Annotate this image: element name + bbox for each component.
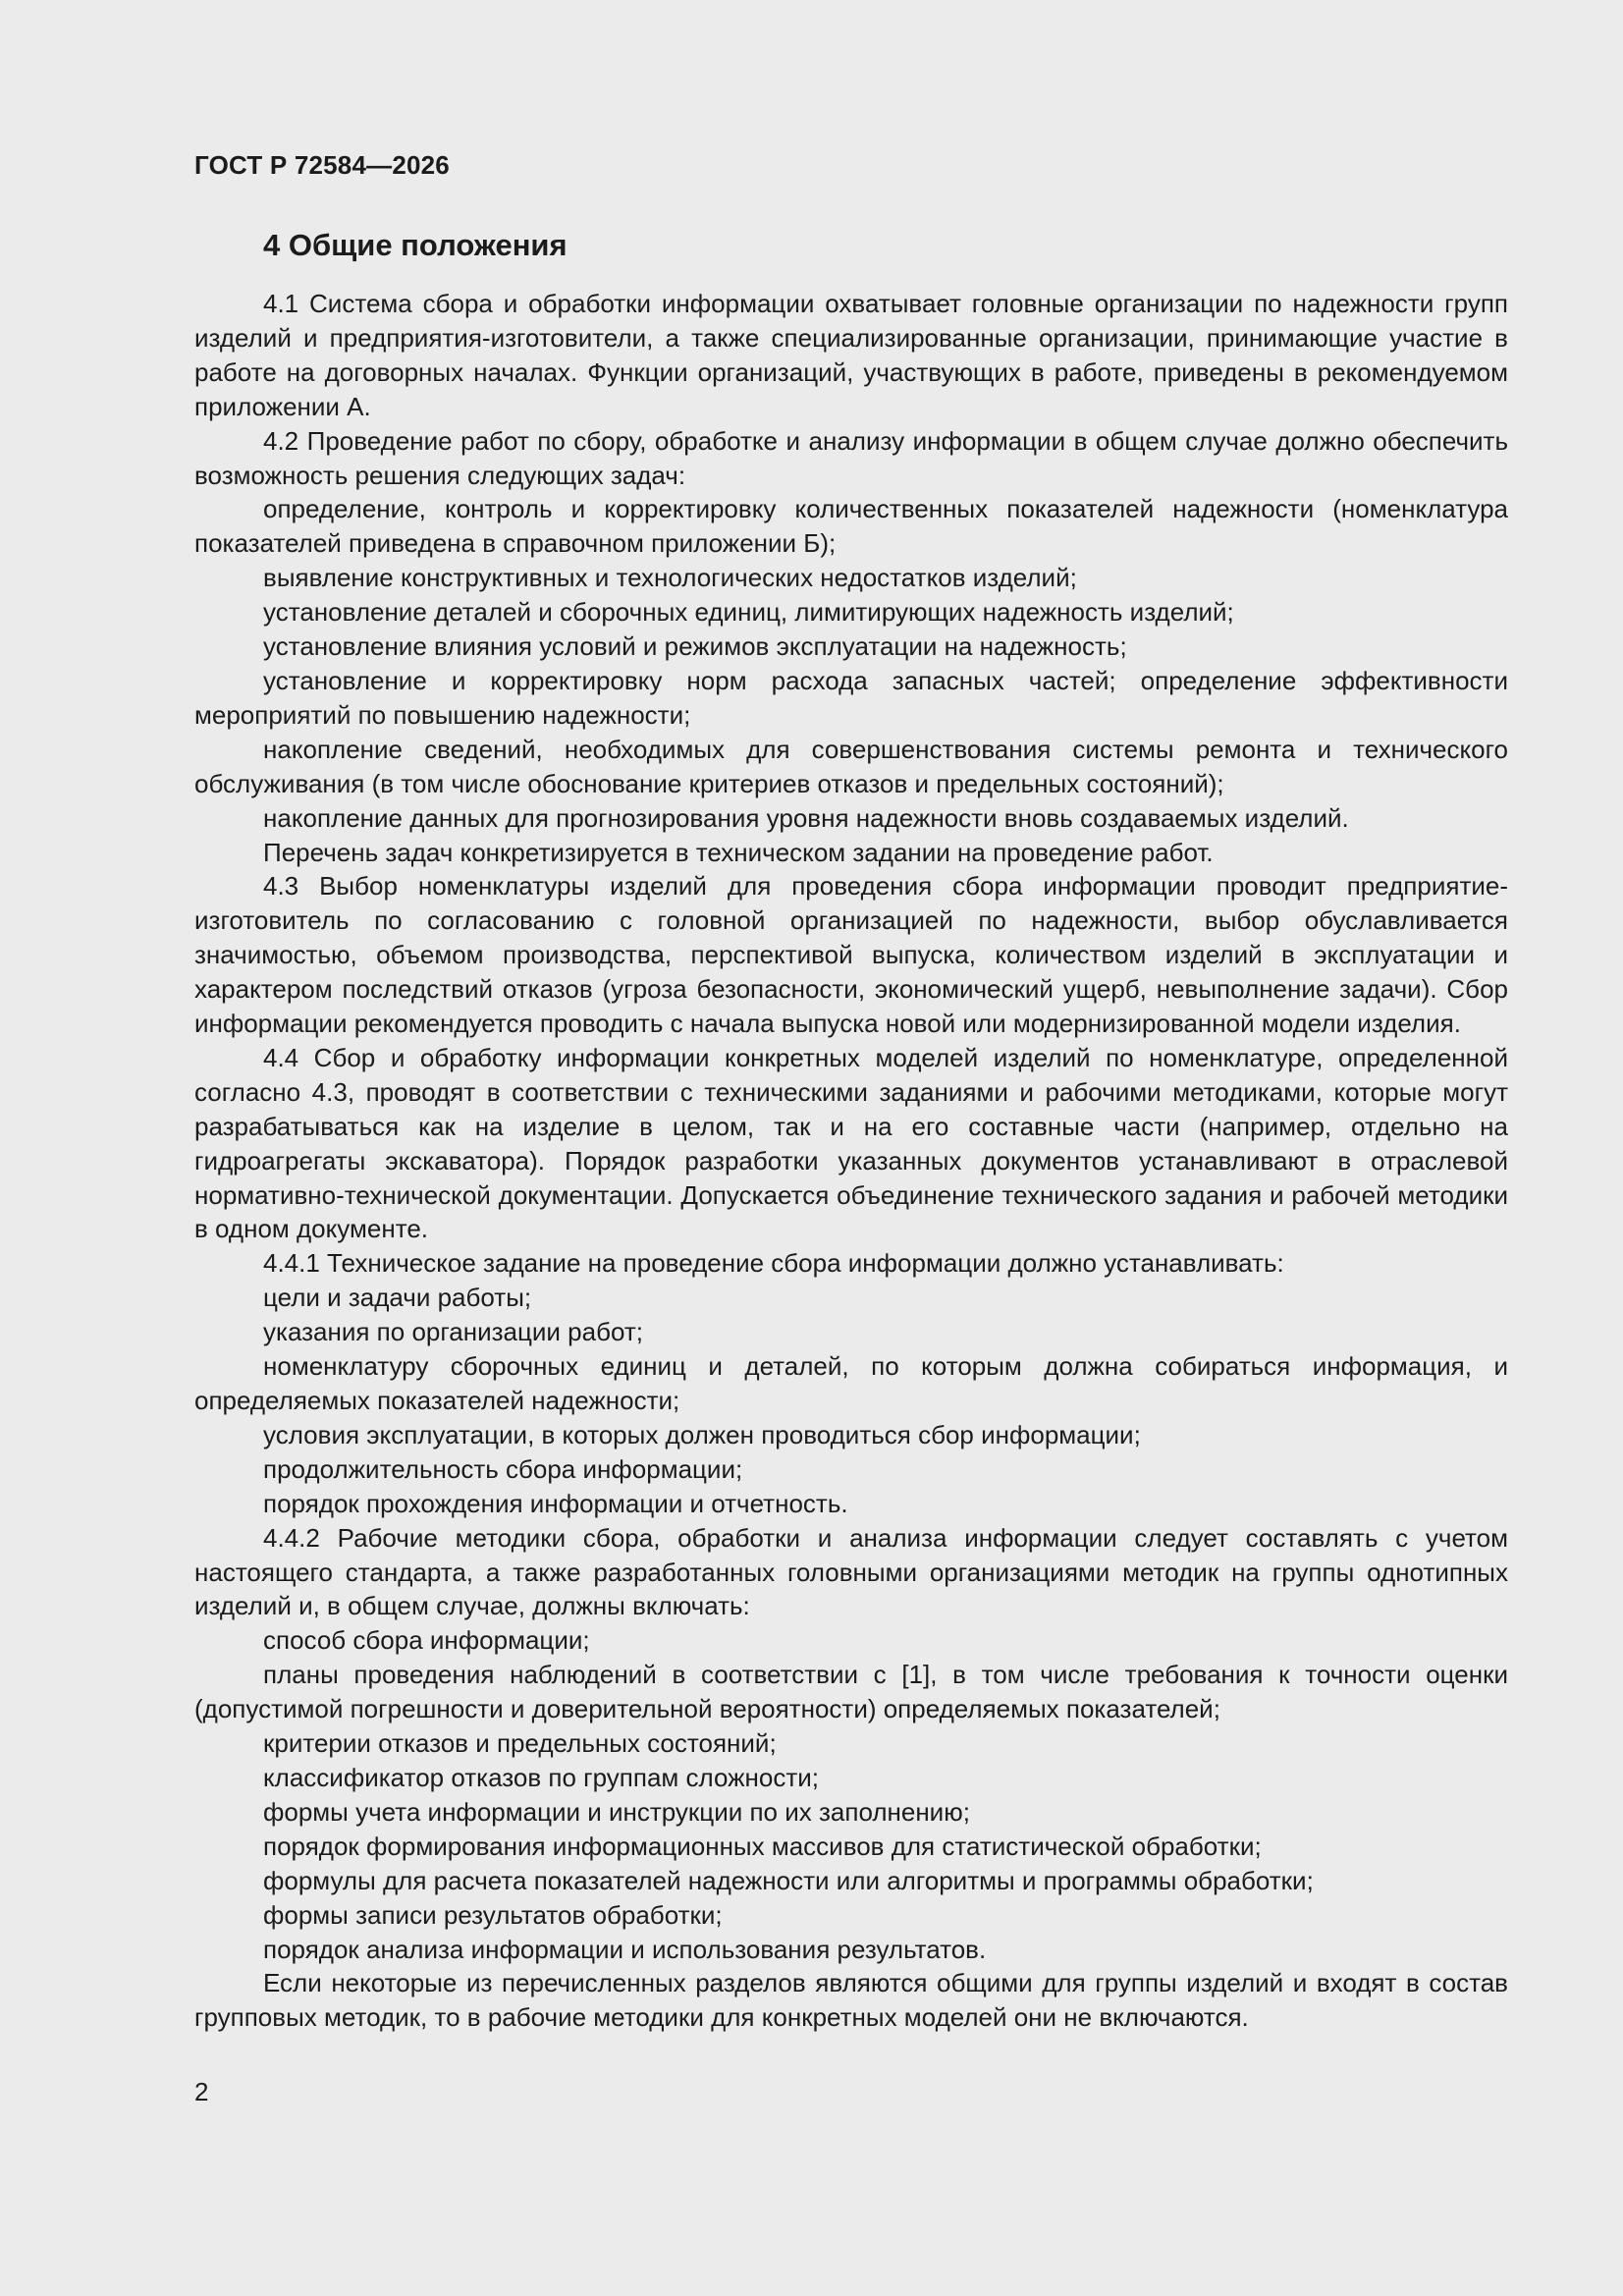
paragraph: 4.3 Выбор номенклатуры изделий для проведения сбора информации проводит предприятие-изготовитель по согласованию с головной организацией по надежности, выбор обуславливается значимостью, объемом производства, перспективой выпуска, количеством изделий в эксплуатации и характером последствий отказов (угроза безопасности, экономический ущерб, невыполнение задачи). Сбор информации рекомендуется проводить с начала выпуска новой или модернизированной модели изделия. <box>194 871 1508 1039</box>
paragraph: 4.4.2 Рабочие методики сбора, обработки и анализа информации следует составлять с учетом настоящего стандарта, а также разработанных головными организациями методик на группы однотипных изделий и, в общем случае, должны включать: <box>194 1522 1508 1621</box>
list-item: выявление конструктивных и технологических недостатков изделий; <box>263 563 1077 593</box>
paragraph: 4.2 Проведение работ по сбору, обработке и анализу информации в общем случае должно обеспечить возможность решения следующих задач: <box>194 425 1508 490</box>
paragraph: Перечень задач конкретизируется в техническом задании на проведение работ. <box>263 837 1214 867</box>
paragraph: Если некоторые из перечисленных разделов являются общими для группы изделий и входят в состав групповых методик, то в рабочие методики для конкретных моделей они не включаются. <box>194 1968 1508 2033</box>
page-number: 2 <box>194 2077 209 2106</box>
list-item: указания по организации работ; <box>263 1317 643 1347</box>
list-item: классификатор отказов по группам сложности; <box>263 1762 819 1792</box>
document-header: ГОСТ Р 72584—2026 <box>194 150 450 180</box>
list-item: способ сбора информации; <box>263 1625 590 1656</box>
paragraph: 4.4 Сбор и обработку информации конкретных моделей изделий по номенклатуре, определенной согласно 4.3, проводят в соответствии с техническими заданиями и рабочими методиками, которые могут разрабатываться как на изделие в целом, так и на его составные части (например, отдельно на гидроагрегаты экскаватора). Порядок разработки указанных документов устанавливают в отраслевой нормативно-технической документации. Допускается объединение технического задания и рабочей методики в одном документе. <box>194 1042 1508 1244</box>
paragraph: 4.4.1 Техническое задание на проведение сбора информации должно устанавливать: <box>263 1248 1284 1279</box>
list-item: условия эксплуатации, в которых должен проводиться сбор информации; <box>263 1419 1141 1449</box>
list-item: накопление сведений, необходимых для совершенствования системы ремонта и технического обслуживания (в том числе обоснование критериев отказов и предельных состояний); <box>194 734 1508 798</box>
paragraph: 4.1 Система сбора и обработки информации охватывает головные организации по надежности групп изделий и предприятия-изготовители, а также специализированные организации, принимающие участие в работе на договорных началах. Функции организаций, участвующих в работе, приведены в рекомендуемом приложении А. <box>194 289 1508 421</box>
list-item: определение, контроль и корректировку количественных показателей надежности (номенклатура показателей приведена в справочном приложении Б); <box>194 494 1508 559</box>
list-item: порядок анализа информации и использования результатов. <box>263 1934 987 1964</box>
list-item: формы записи результатов обработки; <box>263 1899 723 1930</box>
list-item: накопление данных для прогнозирования уровня надежности вновь создаваемых изделий. <box>263 802 1349 833</box>
list-item: критерии отказов и предельных состояний; <box>263 1728 777 1759</box>
list-item: формы учета информации и инструкции по их заполнению; <box>263 1796 970 1827</box>
list-item: цели и задачи работы; <box>263 1283 532 1313</box>
list-item: установление деталей и сборочных единиц, лимитирующих надежность изделий; <box>263 597 1234 628</box>
section-title: 4 Общие положения <box>263 228 568 262</box>
list-item: установление и корректировку норм расхода запасных частей; определение эффективности мероприятий по повышению надежности; <box>194 665 1508 730</box>
list-item: продолжительность сбора информации; <box>263 1453 743 1484</box>
list-item: порядок формирования информационных массивов для статистической обработки; <box>263 1831 1262 1861</box>
section-body <box>194 287 1508 2035</box>
list-item: формулы для расчета показателей надежности или алгоритмы и программы обработки; <box>263 1865 1314 1895</box>
list-item: установление влияния условий и режимов эксплуатации на надежность; <box>263 631 1127 662</box>
list-item: номенклатуру сборочных единиц и деталей, по которым должна собираться информация, и определяемых показателей надежности; <box>194 1351 1508 1415</box>
list-item: порядок прохождения информации и отчетность. <box>263 1488 848 1518</box>
list-item: планы проведения наблюдений в соответствии с [1], в том числе требования к точности оценки (допустимой погрешности и доверительной вероятности) определяемых показателей; <box>194 1660 1508 1724</box>
